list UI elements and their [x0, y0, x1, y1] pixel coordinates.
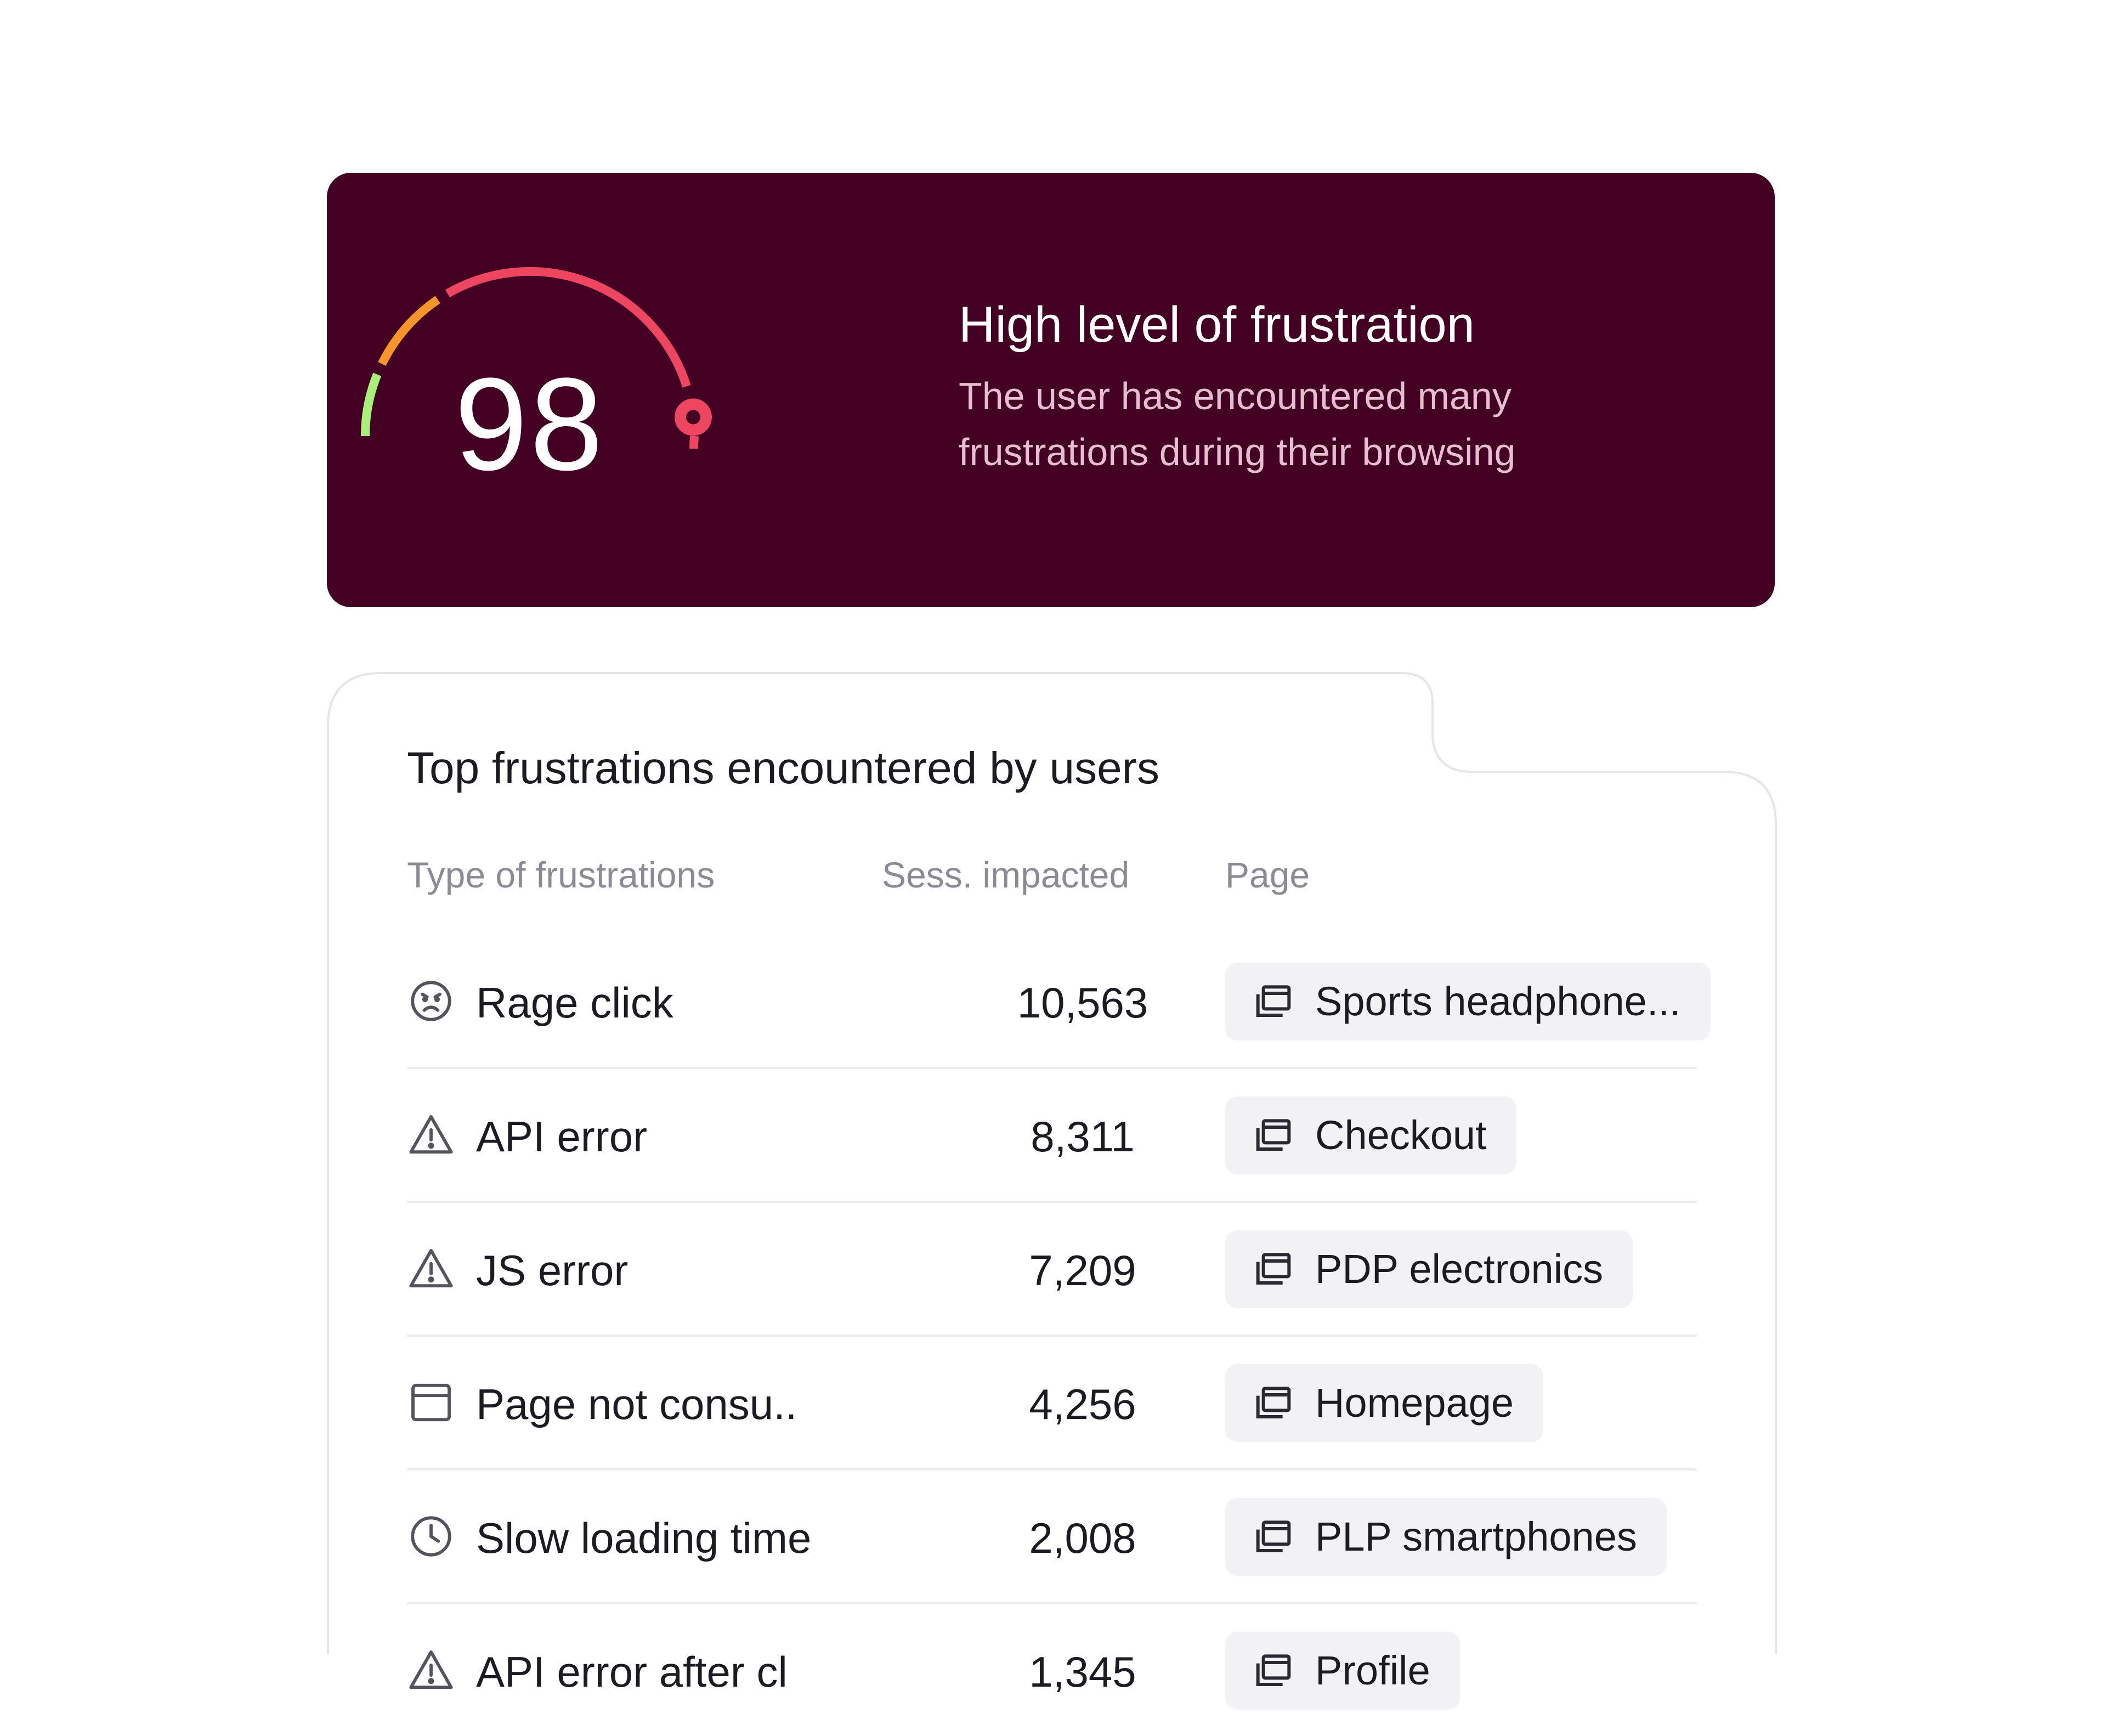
page-icon — [1252, 1247, 1295, 1291]
sessions-impacted: 2,008 — [1029, 1514, 1136, 1562]
sessions-impacted: 8,311 — [1031, 1112, 1135, 1161]
top-frustrations-card — [327, 672, 1777, 1696]
sessions-impacted: 7,209 — [1029, 1246, 1136, 1294]
page-name: Profile — [1315, 1648, 1430, 1693]
score-title: High level of frustration — [959, 297, 1475, 353]
frustration-type: API error — [476, 1112, 648, 1161]
frustration-type: Slow loading time — [476, 1514, 812, 1562]
gauge-segment-low — [365, 375, 377, 436]
page-icon — [1252, 1515, 1295, 1559]
page-icon — [1252, 1381, 1295, 1425]
page-chip[interactable] — [1225, 1498, 1667, 1576]
page-icon — [1252, 980, 1295, 1023]
page-name: PLP smartphones — [1315, 1514, 1637, 1559]
column-header-sessions: Sess. impacted — [882, 855, 1130, 895]
page-chip[interactable] — [1225, 1632, 1460, 1710]
sessions-impacted: 10,563 — [1017, 979, 1148, 1027]
page-chip[interactable] — [1225, 1364, 1543, 1442]
table-row[interactable] — [407, 935, 1697, 1069]
table-row[interactable] — [407, 1604, 1697, 1736]
rage-face-icon — [407, 977, 455, 1025]
score-summary — [959, 295, 1672, 480]
table-row[interactable] — [407, 1337, 1697, 1471]
page-name: Sports headphone... — [1315, 979, 1681, 1024]
page-chip[interactable] — [1225, 1096, 1516, 1174]
gauge-marker-dot — [686, 410, 700, 425]
page-chip[interactable] — [1225, 963, 1711, 1041]
sessions-impacted: 1,345 — [1029, 1648, 1136, 1696]
browser-window-icon — [407, 1378, 455, 1427]
warning-icon — [407, 1646, 455, 1694]
page-name: Homepage — [1315, 1380, 1514, 1426]
frustration-rows — [407, 935, 1697, 1736]
frustration-score-value: 98 — [454, 350, 605, 497]
table-row[interactable] — [407, 1069, 1697, 1203]
gauge-segment-medium — [382, 299, 438, 364]
page-name: Checkout — [1315, 1112, 1487, 1158]
frustration-gauge — [404, 239, 733, 497]
frustration-type: JS error — [476, 1246, 629, 1294]
page-icon — [1252, 1113, 1295, 1157]
column-header-page: Page — [1225, 855, 1310, 895]
table-row[interactable] — [407, 1203, 1697, 1337]
warning-icon — [407, 1111, 455, 1159]
sessions-impacted: 4,256 — [1029, 1380, 1136, 1428]
table-row[interactable] — [407, 1471, 1697, 1604]
frustration-type: Page not consu.. — [476, 1380, 797, 1428]
warning-icon — [407, 1245, 455, 1293]
page-icon — [1252, 1649, 1295, 1693]
page-name: PDP electronics — [1315, 1246, 1604, 1292]
page-chip[interactable] — [1225, 1230, 1633, 1308]
frustration-type: API error after cl — [476, 1648, 788, 1696]
clock-icon — [407, 1512, 455, 1560]
frustration-type: Rage click — [476, 979, 673, 1027]
score-description: The user has encountered many frustrations during their browsing — [959, 375, 1516, 473]
frustration-score-card — [327, 173, 1775, 607]
table-title: Top frustrations encountered by users — [407, 743, 1159, 793]
column-header-type: Type of frustrations — [407, 855, 715, 895]
